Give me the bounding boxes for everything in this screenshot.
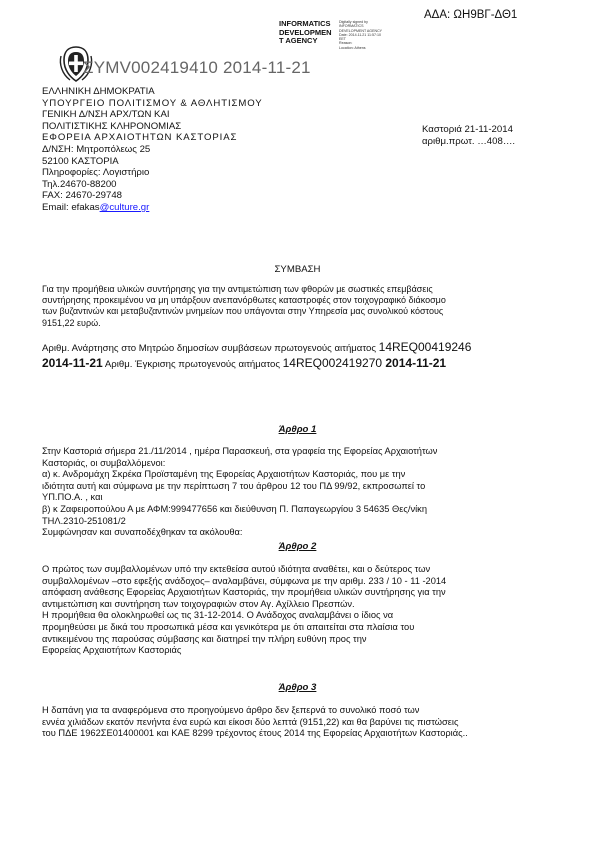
article-line: ιδιότητα αυτή και σύμφωνα με την περίπτωση 7 του άρθρου 12 του ΠΔ 99/92, εκπροσωπεί το <box>42 480 426 491</box>
article-3-heading: Άρθρο 3 <box>278 682 317 693</box>
article-line: ΥΠ.ΠΟ.Α. , και <box>42 492 103 503</box>
registry-line-1 <box>42 340 562 354</box>
email-link[interactable]: @culture.gr <box>99 201 150 213</box>
registry-code: 14REQ00419246 <box>378 340 472 354</box>
email-label: Email: efakas <box>42 201 100 213</box>
ada-code: ΑΔΑ: ΩΗ9ΒΓ-ΔΘ1 <box>424 9 518 21</box>
approval-text: Αριθμ. Έγκρισης πρωτογενούς αιτήματος <box>102 359 283 370</box>
article-2-body <box>42 564 553 657</box>
protocol-number: αριθμ.πρωτ. …408…. <box>422 135 516 147</box>
header-line: ΕΦΟΡΕΙΑ ΑΡΧΑΙΟΤΗΤΩΝ ΚΑΣΤΟΡΙΑΣ <box>42 132 238 144</box>
signature-detail-line: Date: 2014.11.21 11:57:10 <box>339 32 382 37</box>
sender-header <box>42 86 263 214</box>
signature-org-line: INFORMATICS <box>279 19 331 28</box>
article-line: α) κ. Ανδρομάχη Σκρέκα Προϊσταμένη της Εφορείας Αρχαιοτήτων Καστοριάς, που με την <box>42 469 406 480</box>
article-line: αντιμετώπιση και συντήρηση των τοιχογραφιών στον Αγ. Αχίλλειο Πρεσπών. <box>42 598 355 609</box>
signature-org-line: DEVELOPMEN <box>279 27 332 37</box>
header-line: ΥΠΟΥΡΓΕΙΟ ΠΟΛΙΤΙΣΜΟΥ & ΑΘΛΗΤΙΣΜΟΥ <box>42 97 263 109</box>
intro-line: των βυζαντινών και μεταβυζαντινών μνημείων που υπάγονται στην Υπηρεσία μας συνολικού κόστους <box>42 306 444 317</box>
signature-org <box>279 20 332 46</box>
article-1-heading: Άρθρο 1 <box>278 424 317 435</box>
header-line: FAX: 24670-29748 <box>42 190 123 202</box>
header-line: ΠΟΛΙΤΙΣΤΙΚΗΣ ΚΛΗΡΟΝΟΜΙΑΣ <box>42 120 182 132</box>
article-line: αντικειμένου της παρούσας σύμβασης και διατηρεί την πλήρη ευθύνη προς την <box>42 633 367 644</box>
intro-line: Για την προμήθεια υλικών συντήρησης για την αντιμετώπιση των φθορών με σωστικές επεμβάσεις <box>42 284 433 294</box>
place-date: Καστοριά 21-11-2014 <box>422 124 513 135</box>
header-line: Δ/ΝΣΗ: Μητροπόλεως 25 <box>42 143 151 155</box>
header-line: ΕΛΛΗΝΙΚΗ ΔΗΜΟΚΡΑΤΙΑ <box>42 86 155 97</box>
registry-date: 2014-11-21 <box>42 356 103 370</box>
article-line: Στην Καστοριά σήμερα 21./11/2014 , ημέρα Παρασκευή, στα γραφεία της Εφορείας Αρχαιοτήτων <box>42 446 438 456</box>
article-line: ΤΗΛ.2310-251081/2 <box>42 515 126 526</box>
signature-org-line: T AGENCY <box>279 36 318 46</box>
article-line: Η προμήθεια θα ολοκληρωθεί ως τις 31-12-2014. Ο Ανάδοχος αναλαμβάνει ο ίδιος να <box>42 610 394 621</box>
article-line: απόφαση ανάθεσης Εφορείας Αρχαιοτήτων Καστοριάς, την προμήθεια υλικών συντήρησης για την <box>42 587 446 598</box>
header-line: ΓΕΝΙΚΗ Δ/ΝΣΗ ΑΡΧ/ΤΩΝ ΚΑΙ <box>42 109 170 121</box>
article-line: εννέα χιλιάδων εκατόν πενήντα ένα ευρώ και είκοσι δύο λεπτά (9151,22) και θα βαρύνει τις πιστώσεις <box>42 716 459 727</box>
signature-detail-line: EET <box>339 37 346 42</box>
approval-code: 14REQ002419270 <box>282 356 383 370</box>
article-3-body <box>42 705 553 740</box>
digital-signature <box>279 20 459 56</box>
article-2-heading: Άρθρο 2 <box>278 541 317 552</box>
registry-line-2 <box>42 356 562 370</box>
signature-detail-line: Digitally signed by <box>339 20 368 24</box>
intro-paragraph <box>42 284 554 329</box>
registry-text: Αριθμ. Ανάρτησης στο Μητρώο δημοσίων συμβάσεων πρωτογενούς αιτήματος <box>42 343 379 354</box>
document-title: ΣΥΜΒΑΣΗ <box>274 264 321 275</box>
signature-detail-line: INFORMATICS <box>339 24 364 29</box>
article-line: Εφορείας Αρχαιοτήτων Καστοριάς <box>42 645 182 656</box>
article-line: του ΠΔΕ 1962ΣΕ01400001 και ΚΑΕ 8299 τρέχοντος έτους 2014 της Εφορείας Αρχαιοτήτων Καστοριάς.. <box>42 728 468 739</box>
email-line <box>42 202 263 214</box>
header-line: 52100 ΚΑΣΤΟΡΙΑ <box>42 155 119 167</box>
intro-line: 9151,22 ευρώ. <box>42 317 101 328</box>
article-line: Η δαπάνη για τα αναφερόμενα στο προηγούμενο άρθρο δεν ξεπερνά το συνολικό ποσό των <box>42 705 420 715</box>
signature-details <box>339 20 382 50</box>
article-line: Συμφώνησαν και συναποδέχθηκαν τα ακόλουθα: <box>42 527 243 538</box>
header-line: Τηλ.24670-88200 <box>42 178 117 190</box>
registry-stamp: ΣΥΜV002419410 2014-11-21 <box>83 58 311 77</box>
intro-line: συντήρησης προκειμένου να μη υπάρξουν ανεπανόρθωτες καταστροφές στον τοιχογραφικό διάκοσμο <box>42 295 446 306</box>
header-line: Πληροφορίες: Λογιστήριο <box>42 167 150 179</box>
article-line: προμηθεύσει με δικά του προσωπικά μέσα και γενικότερα με ότι απαιτείται στα πλαίσια του <box>42 621 415 632</box>
approval-date: 2014-11-21 <box>382 356 447 370</box>
article-line: συμβαλλομένων –στο εφεξής ανάδοχος– αναλαμβάνει, σύμφωνα με την αριθμ. 233 / 10 - 11 -2014 <box>42 575 447 586</box>
signature-detail-line: Reason: <box>339 41 353 46</box>
signature-detail-line: Location: Athens <box>339 45 366 50</box>
article-line: Καστοριάς, οι συμβαλλόμενοι: <box>42 457 166 468</box>
article-line: Ο πρώτος των συμβαλλομένων υπό την εκτεθείσα αυτού ιδιότητα αναθέτει, και ο δεύτερος των <box>42 564 431 574</box>
article-1-body <box>42 446 553 539</box>
place-date-block <box>422 124 515 147</box>
article-line: β) κ Ζαφειροπούλου Α με ΑΦΜ:999477656 και διεύθυνση Π. Παπαγεωργίου 3 54635 Θες/νίκη <box>42 503 427 514</box>
signature-detail-line: DEVELOPMENT AGENCY <box>339 28 383 33</box>
